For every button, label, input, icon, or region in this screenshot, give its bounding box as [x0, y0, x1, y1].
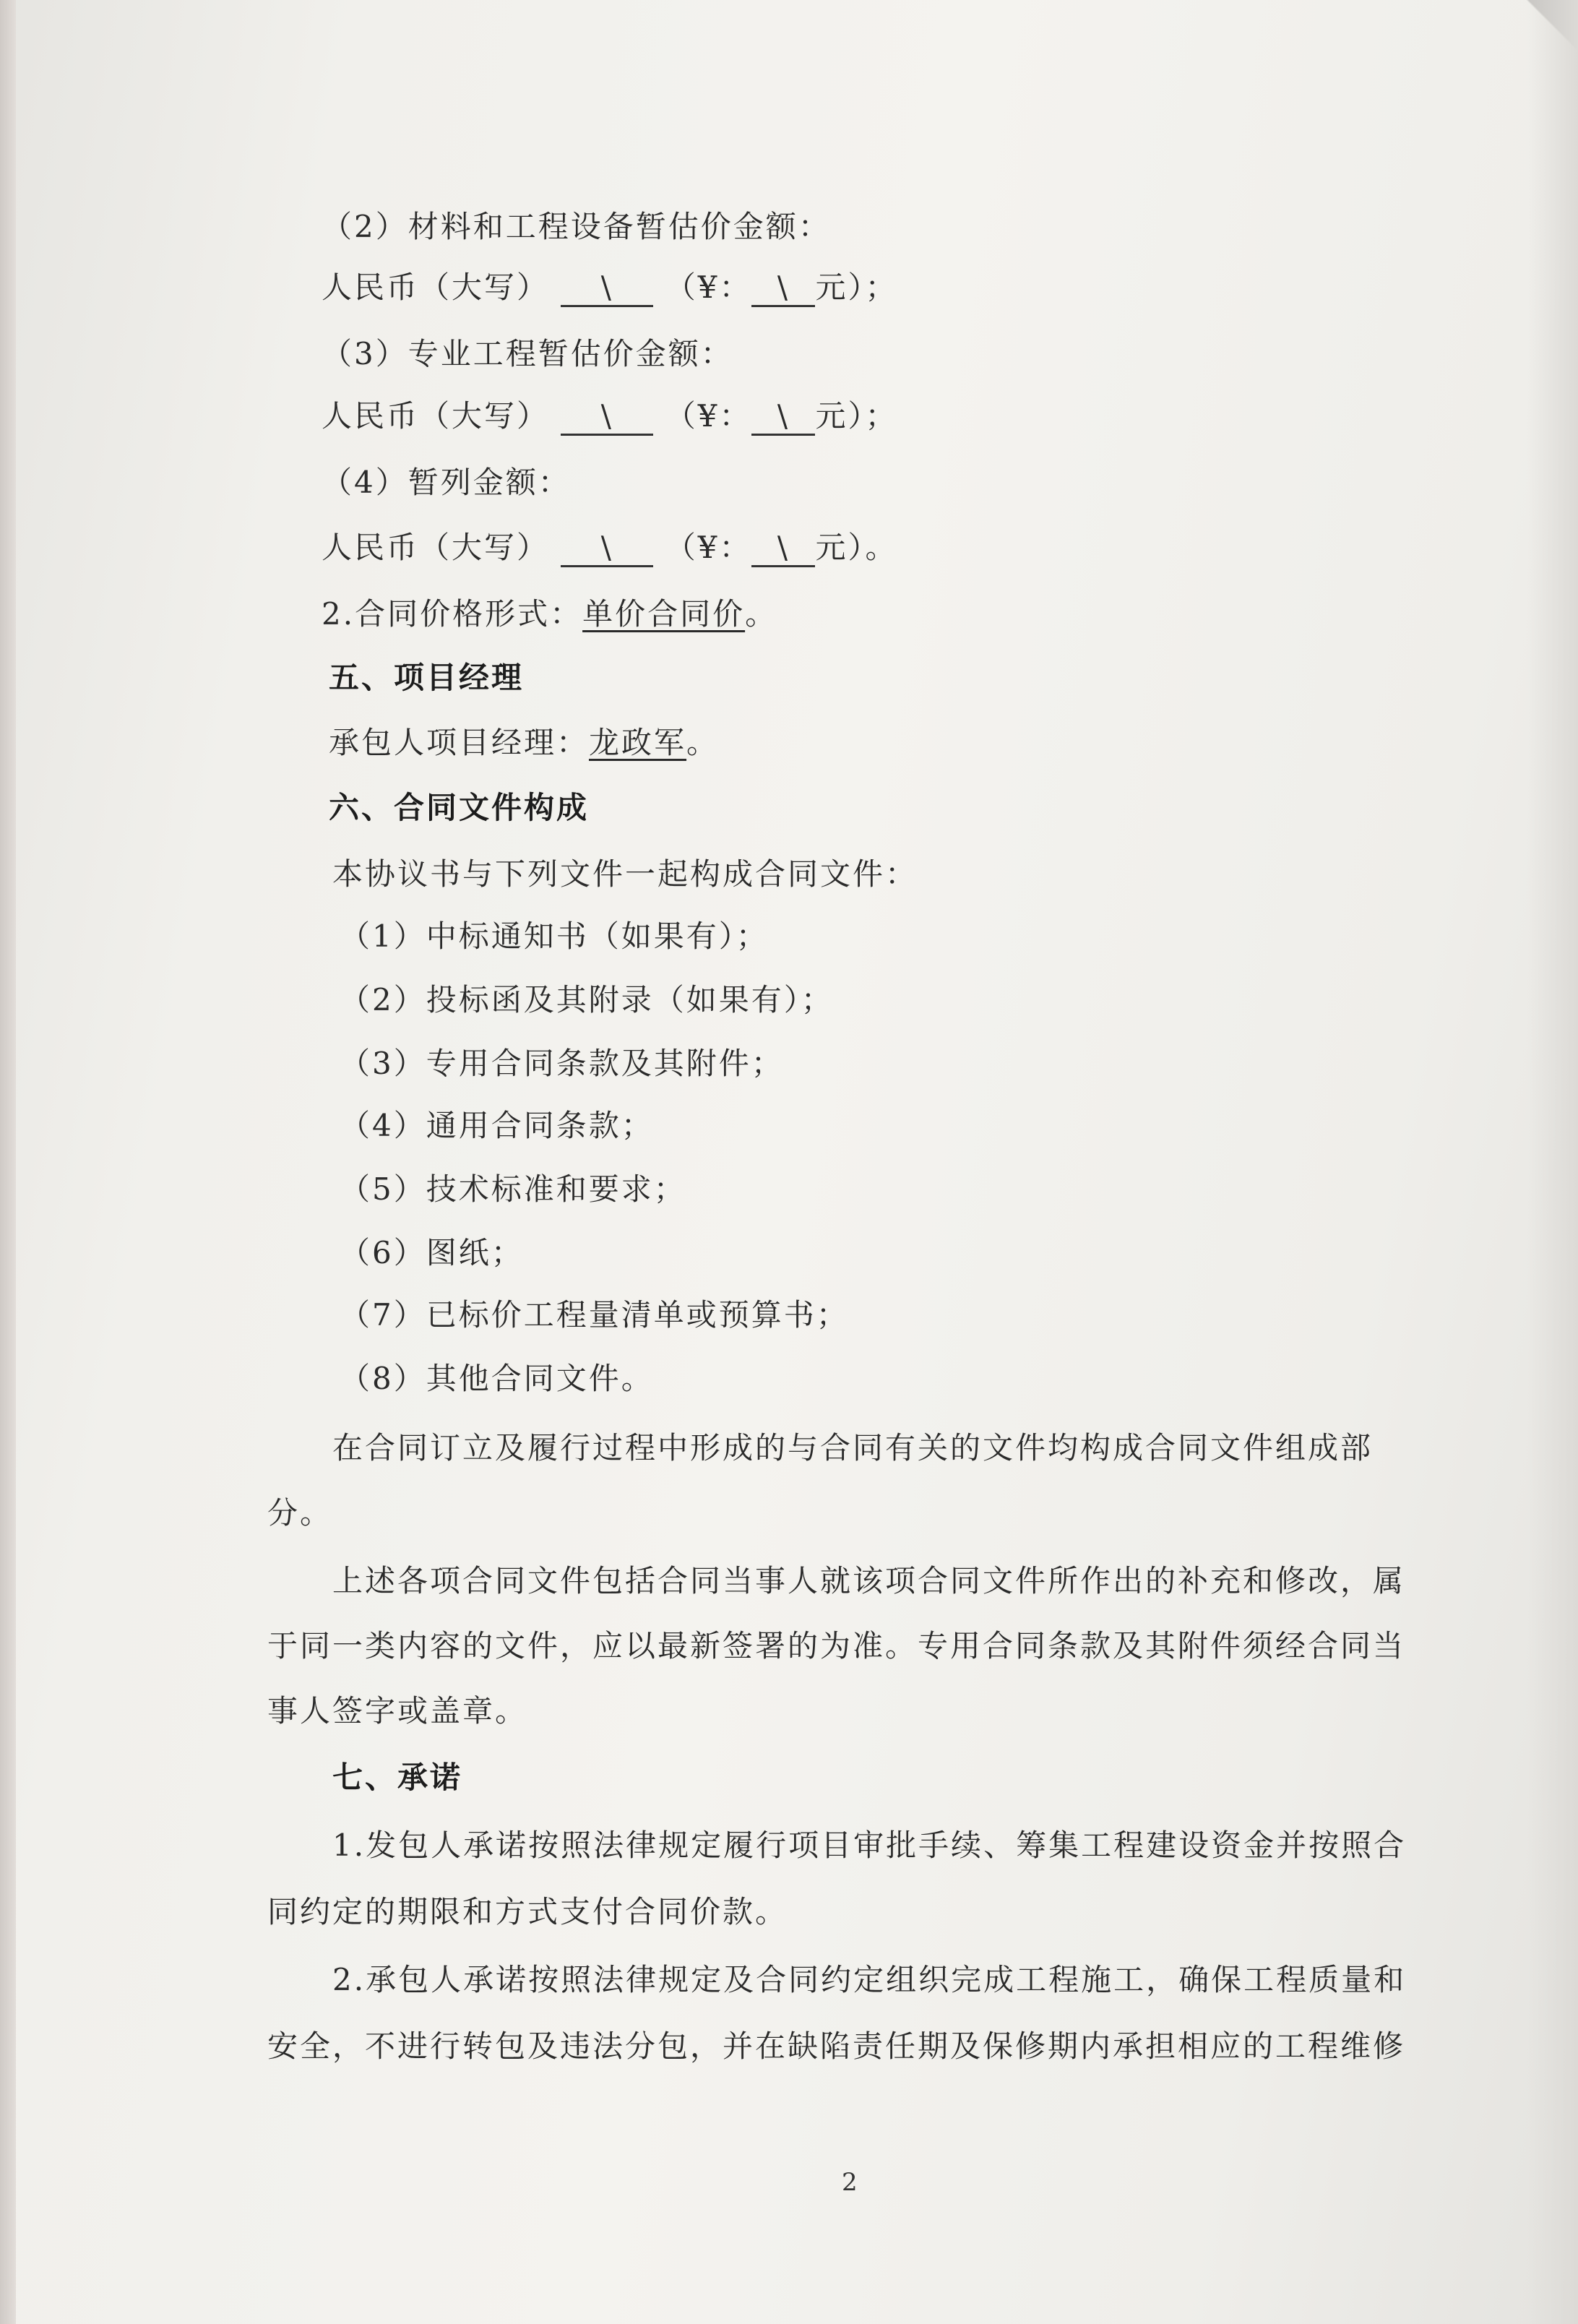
document-item-3: （3）专用合同条款及其附件；: [340, 1046, 784, 1081]
document-item-6: （6）图纸；: [340, 1235, 524, 1270]
document-item-4: （4）通用合同条款；: [340, 1108, 654, 1143]
amount-line-provisional: [322, 528, 897, 568]
amount-figures-blank: \: [751, 399, 815, 436]
document-item-1: （1）中标通知书（如果有）；: [340, 918, 769, 954]
amount-yen-label: （¥：: [665, 530, 752, 565]
amount-words-blank: \: [561, 270, 653, 307]
amount-suffix: 元）；: [815, 270, 898, 305]
project-manager-line: [329, 723, 719, 763]
amount-yen-label: （¥：: [665, 270, 752, 305]
amount-figures-blank: \: [751, 530, 815, 567]
contract-price-form: [322, 594, 777, 634]
item-2-material-estimate: （2）材料和工程设备暂估价金额：: [322, 209, 831, 244]
item-3-professional-estimate: （3）专业工程暂估价金额：: [322, 336, 733, 371]
amount-prefix: 人民币（大写）: [322, 530, 550, 565]
amount-words-blank: \: [561, 399, 653, 436]
item-4-provisional-sum: （4）暂列金额：: [322, 465, 571, 500]
amount-line-professional: [322, 396, 897, 436]
amount-prefix: 人民币（大写）: [322, 398, 550, 434]
project-manager-label: 承包人项目经理：: [329, 725, 590, 760]
price-form-value: 单价合同价: [582, 596, 746, 632]
amount-words-blank: \: [561, 530, 653, 567]
document-item-7: （7）已标价工程量清单或预算书；: [340, 1297, 849, 1333]
section-7-heading: 七、承诺: [332, 1760, 463, 1795]
precedence-paragraph-line-2: 于同一类内容的文件，应以最新签署的为准。专用合同条款及其附件须经合同当: [267, 1628, 1406, 1664]
precedence-paragraph-line-3: 事人签字或盖章。: [267, 1693, 528, 1729]
employer-commitment-line-2: 同约定的期限和方式支付合同价款。: [267, 1894, 788, 1929]
section-6-heading: 六、合同文件构成: [329, 790, 590, 825]
amount-line-material: [322, 267, 897, 308]
page-number: 2: [842, 2168, 858, 2197]
amount-suffix: 元）。: [815, 530, 898, 565]
formation-paragraph-line-1: 在合同订立及履行过程中形成的与合同有关的文件均构成合同文件组成部: [332, 1430, 1374, 1466]
price-form-label: 2.合同价格形式：: [322, 596, 583, 632]
document-item-5: （5）技术标准和要求；: [340, 1171, 686, 1207]
documents-intro: 本协议书与下列文件一起构成合同文件：: [332, 856, 918, 892]
amount-suffix: 元）；: [815, 398, 898, 434]
contractor-commitment-line-1: 2.承包人承诺按照法律规定及合同约定组织完成工程施工，确保工程质量和: [332, 1962, 1407, 1997]
amount-figures-blank: \: [751, 270, 815, 307]
price-form-suffix: 。: [745, 596, 778, 632]
document-item-8: （8）其他合同文件。: [340, 1361, 654, 1396]
section-5-heading: 五、项目经理: [329, 660, 525, 695]
formation-paragraph-line-2: 分。: [267, 1495, 333, 1531]
project-manager-suffix: 。: [686, 725, 720, 760]
amount-yen-label: （¥：: [665, 398, 752, 434]
amount-prefix: 人民币（大写）: [322, 270, 550, 305]
document-item-2: （2）投标函及其附录（如果有）；: [340, 982, 834, 1017]
page-corner-fold: [1513, 0, 1578, 65]
project-manager-name: 龙政军: [589, 725, 687, 760]
contractor-commitment-line-2: 安全，不进行转包及违法分包，并在缺陷责任期及保修期内承担相应的工程维修: [267, 2028, 1406, 2064]
precedence-paragraph-line-1: 上述各项合同文件包括合同当事人就该项合同文件所作出的补充和修改，属: [332, 1563, 1406, 1598]
employer-commitment-line-1: 1.发包人承诺按照法律规定履行项目审批手续、筹集工程建设资金并按照合: [332, 1828, 1407, 1863]
